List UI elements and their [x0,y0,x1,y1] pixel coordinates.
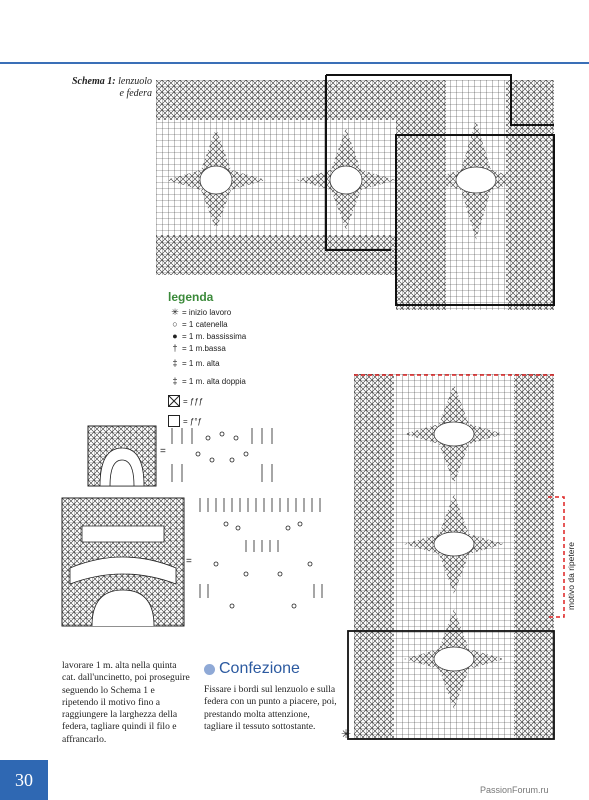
repeat-bracket [548,495,568,620]
top-chart [156,80,554,310]
detail-chart-large [62,498,184,626]
legend-row [168,372,348,390]
legend-symbol: ✳ [171,306,179,317]
schema-label: Schema 1: [72,76,116,87]
filled-box-icon [168,395,180,407]
stitch-diagram-small [168,424,276,488]
legend-row [168,342,348,354]
confezione-text: Fissare i bordi sul lenzuolo e sulla federa con un punto a piacere, poi, prestando molta attenzione, tagliare il tessuto sottostante. [204,684,337,732]
legend-row [168,318,348,330]
legend-text: = 1 catenella [182,319,228,329]
legend-text: = 1 m. alta [182,358,220,368]
legend-text: = 1 m.bassa [182,343,226,353]
legend-symbol: ○ [172,319,178,329]
page-number: 30 [0,760,48,800]
legend-text: = inizio lavoro [182,307,232,317]
legend-title: legenda [168,290,214,304]
legend-text: = 1 m. bassissima [182,331,247,341]
schema-caption [62,76,152,100]
confezione-heading [204,660,300,678]
bullet-icon [204,664,215,675]
body-text: lavorare 1 m. alta nella quinta cat. dall'uncinetto, poi proseguire seguendo lo Schema 1 e ripetendo il motivo fino a raggiungere la larghezza della federa, tagliare quindi il filo e affrancarlo. [62,660,190,745]
legend-row [168,306,348,318]
legend-symbol: ‡ [172,376,178,386]
start-marker: ✳ [341,727,352,741]
side-chart [354,374,554,739]
detail-chart-small [88,426,156,486]
legend-text: = 1 m. alta doppia [182,376,246,386]
watermark: PassionForum.ru [480,785,549,795]
legend-row [168,354,348,372]
legend-box-empty-text: = ƒ°ƒ [183,416,202,426]
legend [168,290,348,430]
schema-line2: e federa [119,88,152,99]
confezione-title: Confezione [219,660,300,677]
schema-rest: lenzuolo [115,76,152,87]
equals-sign: = [160,446,166,457]
legend-row [168,330,348,342]
legend-symbol: ● [172,331,178,341]
legend-symbol: † [172,343,178,353]
top-rule [0,62,589,64]
legend-box-filled [168,392,348,410]
legend-box-filled-text: = ƒƒƒ [183,396,204,406]
equals-sign: = [186,556,192,567]
legend-symbol: ‡ [172,358,178,368]
stitch-diagram-large [196,494,330,628]
repeat-label: motivo da ripetere [566,541,576,610]
